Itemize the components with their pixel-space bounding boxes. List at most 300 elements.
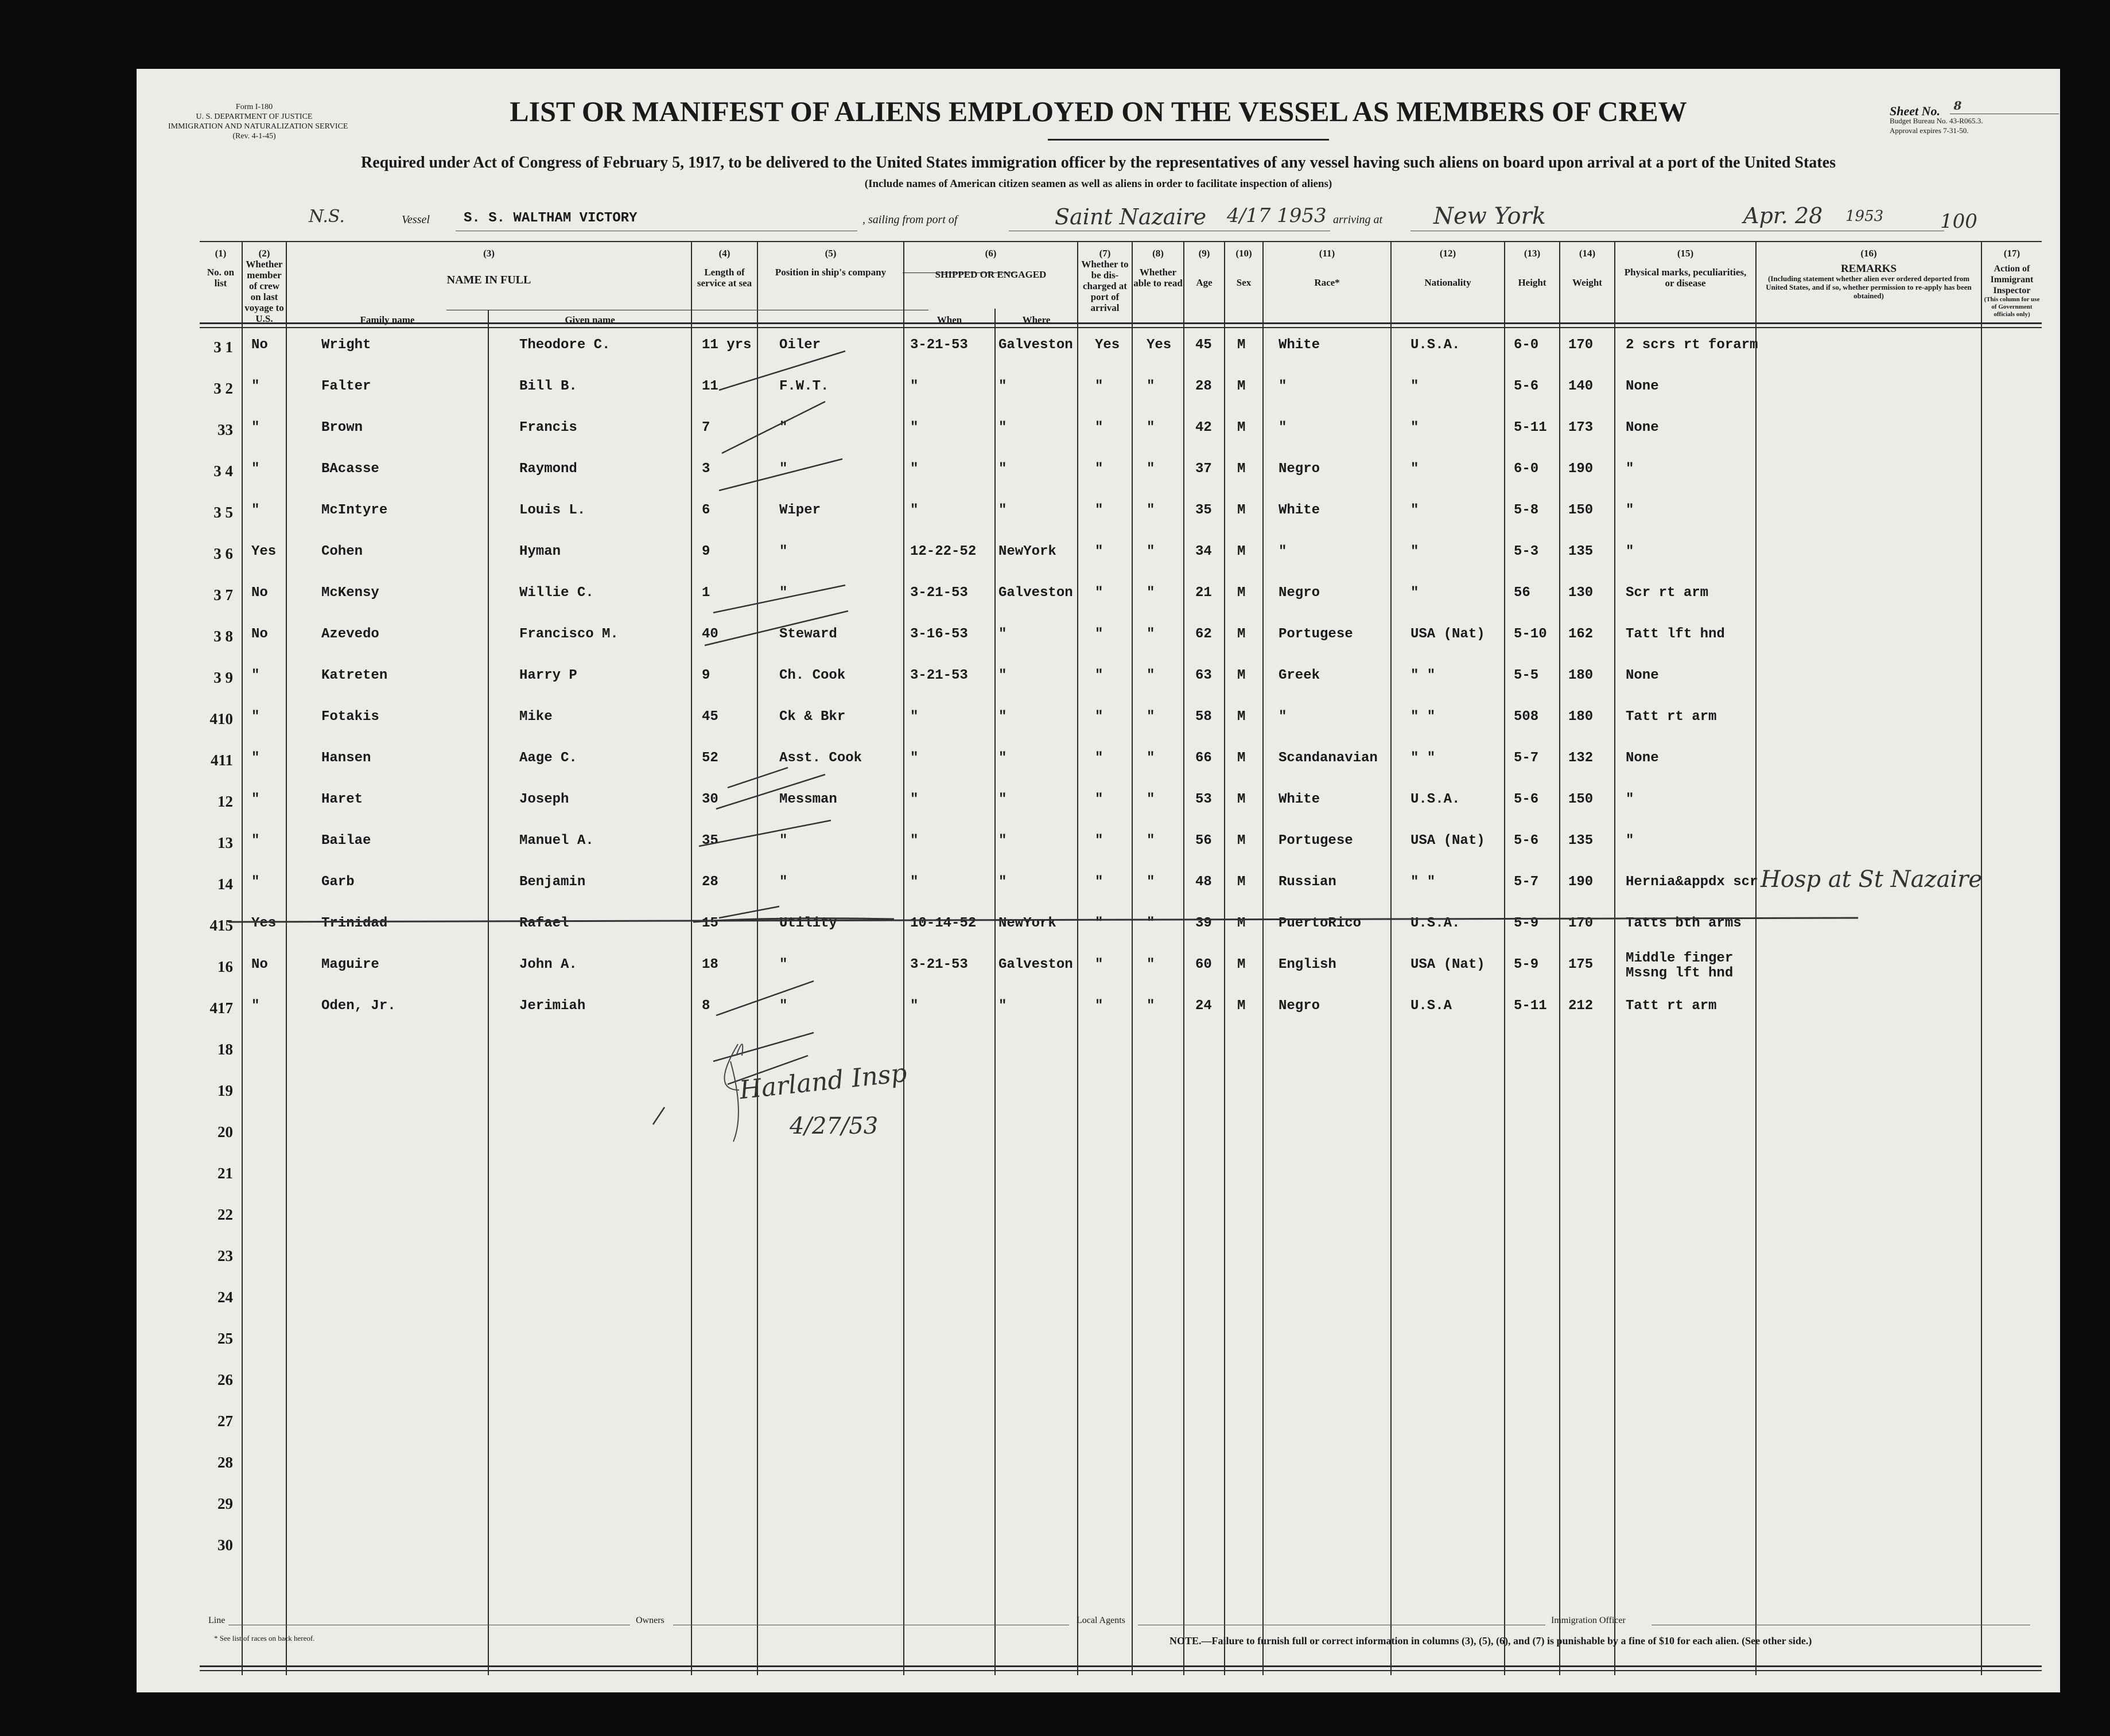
position: ": [779, 998, 788, 1014]
position: ": [779, 833, 788, 848]
family-name: Trinidad: [321, 916, 388, 931]
physical-marks: Middle finger Mssng lft hnd: [1626, 951, 1734, 981]
row-number: 14: [217, 875, 233, 893]
position: Ch. Cook: [779, 668, 846, 683]
race: Greek: [1279, 668, 1320, 683]
position: Wiper: [779, 503, 821, 518]
weight: 135: [1568, 833, 1594, 848]
height: 5-5: [1514, 668, 1539, 683]
family-name: McKensy: [321, 585, 379, 601]
race: ": [1279, 709, 1287, 725]
col15-header: (15) Physical marks, peculiarities, or disease: [1624, 248, 1747, 289]
age: 45: [1195, 337, 1212, 353]
physical-marks: Tatt rt arm: [1626, 998, 1717, 1014]
member-last-voyage: No: [251, 585, 268, 601]
race: Negro: [1279, 461, 1320, 477]
position: ": [779, 585, 788, 601]
height: 5-11: [1514, 998, 1547, 1014]
race: PuertoRico: [1279, 916, 1362, 931]
length-of-service: 30: [702, 792, 718, 807]
arrival-year: 1953: [1845, 208, 1884, 225]
physical-marks: Tatt rt arm: [1626, 709, 1717, 725]
given-name: John A.: [519, 957, 577, 972]
able-to-read: ": [1147, 750, 1155, 766]
family-name: Brown: [321, 420, 363, 435]
given-name: Francis: [519, 420, 577, 435]
form-subtitle: Required under Act of Congress of February 5, 1917, to be delivered to the United States immigration officer by the representatives of any vessel having such aliens on board upon arrival at a port of the United States: [361, 154, 1836, 172]
shipped-where: ": [998, 998, 1007, 1014]
footer-owners-label: Owners: [636, 1616, 665, 1625]
row-number: 3 9: [213, 669, 233, 686]
position: Utility: [779, 916, 837, 931]
shipped-where: ": [998, 461, 1007, 477]
member-last-voyage: ": [251, 379, 260, 394]
physical-marks: None: [1626, 420, 1659, 435]
row-number: 26: [217, 1371, 233, 1388]
height: 5-10: [1514, 626, 1547, 642]
discharged: ": [1095, 585, 1103, 601]
physical-marks: None: [1626, 750, 1659, 766]
row-number: 19: [217, 1082, 233, 1099]
col8-header: (8) Whether able to read: [1133, 248, 1183, 289]
race: Negro: [1279, 998, 1320, 1014]
nationality: ": [1410, 544, 1419, 559]
col14-header: (14) Weight: [1572, 248, 1602, 288]
member-last-voyage: ": [251, 709, 260, 725]
length-of-service: 9: [702, 544, 710, 559]
able-to-read: ": [1147, 461, 1155, 477]
family-name: Katreten: [321, 668, 388, 683]
able-to-read: ": [1147, 420, 1155, 435]
family-name: Hansen: [321, 750, 371, 766]
footer-line-label: Line: [208, 1616, 226, 1625]
sex: M: [1237, 874, 1246, 890]
family-name: Cohen: [321, 544, 363, 559]
shipped-when: ": [910, 792, 919, 807]
sex: M: [1237, 750, 1246, 766]
member-last-voyage: ": [251, 461, 260, 477]
member-last-voyage: ": [251, 750, 260, 766]
row-number: 18: [217, 1041, 233, 1058]
row-number: 29: [217, 1495, 233, 1512]
shipped-where: ": [998, 503, 1007, 518]
col13-header: (13) Height: [1518, 248, 1546, 288]
position: ": [779, 544, 788, 559]
member-last-voyage: ": [251, 833, 260, 848]
weight: 130: [1568, 585, 1594, 601]
height: 5-6: [1514, 833, 1539, 848]
given-name: Theodore C.: [519, 337, 611, 353]
position: Asst. Cook: [779, 750, 862, 766]
row-number: 3 5: [213, 504, 233, 521]
shipped-when: ": [910, 420, 919, 435]
col2-header: (2) Whether member of crew on last voyage to U.S.: [244, 248, 284, 324]
shipped-when: ": [910, 750, 919, 766]
family-name: Wright: [321, 337, 371, 353]
position: Oiler: [779, 337, 821, 353]
length-of-service: 28: [702, 874, 718, 890]
age: 62: [1195, 626, 1212, 642]
length-of-service: 7: [702, 420, 710, 435]
shipped-when: ": [910, 503, 919, 518]
sheet-number: 8: [1953, 99, 1962, 112]
row-number: 27: [217, 1412, 233, 1430]
age: 34: [1195, 544, 1212, 559]
position: ": [779, 874, 788, 890]
age: 42: [1195, 420, 1212, 435]
able-to-read: ": [1147, 379, 1155, 394]
col7-header: (7) Whether to be dis-charged at port of arrival: [1081, 248, 1129, 313]
sex: M: [1237, 379, 1246, 394]
nationality: USA (Nat): [1410, 626, 1485, 642]
member-last-voyage: No: [251, 626, 268, 642]
race: White: [1279, 337, 1320, 353]
discharged: ": [1095, 461, 1103, 477]
nationality: ": [1410, 461, 1419, 477]
weight: 162: [1568, 626, 1594, 642]
height: 6-0: [1514, 461, 1539, 477]
length-of-service: 11: [702, 379, 718, 394]
discharged: Yes: [1095, 337, 1120, 353]
race: White: [1279, 503, 1320, 518]
race: Russian: [1279, 874, 1336, 890]
row-number: 33: [217, 421, 233, 438]
given-name-header: Given name: [565, 314, 615, 325]
age: 21: [1195, 585, 1212, 601]
inspector-signature: Harland Insp: [738, 1058, 908, 1106]
shipped-where: Galveston: [998, 957, 1073, 972]
row-number: 3 6: [213, 545, 233, 562]
race: English: [1279, 957, 1336, 972]
position: ": [779, 420, 788, 435]
length-of-service: 3: [702, 461, 710, 477]
sex: M: [1237, 957, 1246, 972]
shipped-where: Galveston: [998, 585, 1073, 601]
row-number: 3 1: [213, 338, 233, 356]
col17-header: (17) Action of Immigrant Inspector (This column for use of Government officials only): [1984, 248, 2040, 318]
remarks: Hosp at St Nazaire: [1761, 866, 1982, 893]
able-to-read: ": [1147, 668, 1155, 683]
family-name: BAcasse: [321, 461, 379, 477]
service-name: IMMIGRATION AND NATURALIZATION SERVICE: [168, 122, 348, 131]
able-to-read: ": [1147, 626, 1155, 642]
shipped-when: ": [910, 998, 919, 1014]
family-name-header: Family name: [360, 314, 415, 325]
position: ": [779, 461, 788, 477]
row-number: 25: [217, 1330, 233, 1347]
manifest-sheet: [137, 69, 2060, 1692]
member-last-voyage: ": [251, 998, 260, 1014]
arriving-port: New York: [1433, 203, 1546, 229]
length-of-service: 8: [702, 998, 710, 1014]
given-name: Francisco M.: [519, 626, 619, 642]
weight: 173: [1568, 420, 1594, 435]
given-name: Manuel A.: [519, 833, 594, 848]
row-number: 411: [210, 752, 233, 769]
able-to-read: Yes: [1147, 337, 1172, 353]
col4-header: (4) Length of service at sea: [697, 248, 752, 289]
crew-count: 100: [1940, 210, 1977, 233]
able-to-read: ": [1147, 503, 1155, 518]
col6-header: (6) SHIPPED OR ENGAGED: [935, 248, 1047, 280]
weight: 180: [1568, 709, 1594, 725]
nationality: U.S.A: [1410, 998, 1452, 1014]
signature-date: 4/27/53: [790, 1113, 879, 1139]
length-of-service: 35: [702, 833, 718, 848]
family-name: Bailae: [321, 833, 371, 848]
member-last-voyage: Yes: [251, 916, 277, 931]
position: ": [779, 957, 788, 972]
row-number: 20: [217, 1123, 233, 1141]
discharged: ": [1095, 916, 1103, 931]
physical-marks: ": [1626, 792, 1634, 807]
nationality: " ": [1410, 750, 1436, 766]
race: Scandanavian: [1279, 750, 1378, 766]
sex: M: [1237, 709, 1246, 725]
row-number: 16: [217, 958, 233, 975]
weight: 190: [1568, 874, 1594, 890]
height: 5-11: [1514, 420, 1547, 435]
weight: 170: [1568, 337, 1594, 353]
row-number: 12: [217, 793, 233, 810]
member-last-voyage: No: [251, 957, 268, 972]
given-name: Bill B.: [519, 379, 577, 394]
shipped-when: 3-21-53: [910, 585, 968, 601]
row-number: 21: [217, 1165, 233, 1182]
sailing-port: Saint Nazaire: [1055, 204, 1207, 229]
arriving-label: arriving at: [1333, 213, 1383, 226]
family-name: Oden, Jr.: [321, 998, 396, 1014]
weight: 140: [1568, 379, 1594, 394]
member-last-voyage: ": [251, 792, 260, 807]
race: Portugese: [1279, 833, 1353, 848]
physical-marks: None: [1626, 668, 1659, 683]
height: 5-6: [1514, 792, 1539, 807]
nationality: U.S.A.: [1410, 916, 1460, 931]
length-of-service: 52: [702, 750, 718, 766]
sex: M: [1237, 916, 1246, 931]
given-name: Hyman: [519, 544, 561, 559]
nationality: " ": [1410, 709, 1436, 725]
position: Steward: [779, 626, 837, 642]
sex: M: [1237, 792, 1246, 807]
shipped-when: 3-21-53: [910, 668, 968, 683]
length-of-service: 6: [702, 503, 710, 518]
sex: M: [1237, 503, 1246, 518]
sex: M: [1237, 544, 1246, 559]
race: Portugese: [1279, 626, 1353, 642]
sex: M: [1237, 668, 1246, 683]
strike-through-line: [228, 918, 1858, 922]
shipped-when: ": [910, 874, 919, 890]
sheet-label: Sheet No.: [1890, 104, 1940, 118]
penalty-note: NOTE.—Failure to furnish full or correct information in columns (3), (5), (6), and (7) is punishable by a fine of $10 for each alien. (See other side.): [1169, 1635, 1812, 1647]
sex: M: [1237, 626, 1246, 642]
shipped-where: ": [998, 379, 1007, 394]
discharged: ": [1095, 833, 1103, 848]
physical-marks: 2 scrs rt forarm: [1626, 337, 1758, 353]
sex: M: [1237, 420, 1246, 435]
given-name: Aage C.: [519, 750, 577, 766]
height: 6-0: [1514, 337, 1539, 353]
sailing-label: , sailing from port of: [862, 213, 958, 226]
discharged: ": [1095, 420, 1103, 435]
shipped-when: ": [910, 833, 919, 848]
handwritten-marks: [137, 69, 2060, 1692]
vessel-name: S. S. WALTHAM VICTORY: [464, 211, 638, 226]
physical-marks: ": [1626, 833, 1634, 848]
given-name: Jerimiah: [519, 998, 586, 1014]
able-to-read: ": [1147, 585, 1155, 601]
where-header: Where: [1022, 314, 1051, 325]
height: 5-6: [1514, 379, 1539, 394]
able-to-read: ": [1147, 544, 1155, 559]
shipped-when: 10-14-52: [910, 916, 977, 931]
row-number: 24: [217, 1289, 233, 1306]
given-name: Willie C.: [519, 585, 594, 601]
age: 37: [1195, 461, 1212, 477]
physical-marks: ": [1626, 503, 1634, 518]
discharged: ": [1095, 668, 1103, 683]
discharged: ": [1095, 998, 1103, 1014]
race: ": [1279, 379, 1287, 394]
age: 56: [1195, 833, 1212, 848]
shipped-when: 12-22-52: [910, 544, 977, 559]
discharged: ": [1095, 503, 1103, 518]
sex: M: [1237, 461, 1246, 477]
height: 5-7: [1514, 750, 1539, 766]
race: ": [1279, 544, 1287, 559]
age: 24: [1195, 998, 1212, 1014]
able-to-read: ": [1147, 916, 1155, 931]
age: 58: [1195, 709, 1212, 725]
row-number: 22: [217, 1206, 233, 1223]
sex: M: [1237, 833, 1246, 848]
length-of-service: 45: [702, 709, 718, 725]
given-name: Louis L.: [519, 503, 586, 518]
height: 5-7: [1514, 874, 1539, 890]
race: White: [1279, 792, 1320, 807]
department-name: U. S. DEPARTMENT OF JUSTICE: [196, 112, 313, 121]
physical-marks: Hernia&appdx scr: [1626, 874, 1758, 890]
shipped-where: ": [998, 833, 1007, 848]
given-name: Benjamin: [519, 874, 586, 890]
family-name: Maguire: [321, 957, 379, 972]
able-to-read: ": [1147, 833, 1155, 848]
height: 5-9: [1514, 957, 1539, 972]
physical-marks: Tatt lft hnd: [1626, 626, 1725, 642]
row-number: 23: [217, 1247, 233, 1264]
given-name: Raymond: [519, 461, 577, 477]
length-of-service: 15: [702, 916, 718, 931]
shipped-where: Galveston: [998, 337, 1073, 353]
member-last-voyage: ": [251, 668, 260, 683]
family-name: Garb: [321, 874, 355, 890]
vessel-label: Vessel: [402, 213, 430, 226]
row-number: 3 2: [213, 380, 233, 397]
col9-header: (9) Age: [1196, 248, 1213, 288]
row-number: 13: [217, 834, 233, 851]
shipped-where: ": [998, 792, 1007, 807]
able-to-read: ": [1147, 792, 1155, 807]
form-subnote: (Include names of American citizen seamen as well as aliens in order to facilitate inspection of aliens): [864, 178, 1332, 190]
sailing-date: 4/17 1953: [1227, 204, 1327, 227]
given-name: Rafael: [519, 916, 569, 931]
arrival-date: Apr. 28: [1743, 203, 1823, 228]
race: Negro: [1279, 585, 1320, 601]
physical-marks: ": [1626, 461, 1634, 477]
height: 508: [1514, 709, 1539, 725]
budget-number: Budget Bureau No. 43-R065.3.: [1890, 116, 1983, 125]
shipped-where: NewYork: [998, 916, 1056, 931]
row-number: 30: [217, 1536, 233, 1554]
age: 39: [1195, 916, 1212, 931]
row-number: 417: [209, 999, 233, 1017]
age: 48: [1195, 874, 1212, 890]
length-of-service: 1: [702, 585, 710, 601]
col3-header: (3) NAME IN FULL: [446, 248, 531, 286]
able-to-read: ": [1147, 957, 1155, 972]
nationality: USA (Nat): [1410, 833, 1485, 848]
col11-header: (11) Race*: [1314, 248, 1340, 288]
length-of-service: 9: [702, 668, 710, 683]
physical-marks: Tatts bth arms: [1626, 916, 1742, 931]
length-of-service: 11 yrs: [702, 337, 752, 353]
age: 28: [1195, 379, 1212, 394]
col10-header: (10) Sex: [1235, 248, 1252, 288]
age: 66: [1195, 750, 1212, 766]
row-number: 410: [209, 710, 233, 727]
member-last-voyage: ": [251, 420, 260, 435]
nationality: ": [1410, 503, 1419, 518]
family-name: Falter: [321, 379, 371, 394]
shipped-where: ": [998, 709, 1007, 725]
form-number: Form I-180: [235, 103, 273, 111]
row-number: 3 8: [213, 628, 233, 645]
row-number: 28: [217, 1454, 233, 1471]
form-title: LIST OR MANIFEST OF ALIENS EMPLOYED ON THE VESSEL AS MEMBERS OF CREW: [510, 95, 1687, 127]
nationality: U.S.A.: [1410, 337, 1460, 353]
sex: M: [1237, 998, 1246, 1014]
shipped-where: ": [998, 626, 1007, 642]
shipped-when: ": [910, 379, 919, 394]
nationality: U.S.A.: [1410, 792, 1460, 807]
shipped-where: ": [998, 668, 1007, 683]
nationality: " ": [1410, 874, 1436, 890]
weight: 175: [1568, 957, 1594, 972]
family-name: Haret: [321, 792, 363, 807]
discharged: ": [1095, 544, 1103, 559]
col1-header: (1) No. on list: [207, 248, 235, 289]
race-footnote: * See list of races on back hereof.: [214, 1634, 315, 1642]
col12-header: (12) Nationality: [1424, 248, 1471, 288]
discharged: ": [1095, 750, 1103, 766]
height: 5-9: [1514, 916, 1539, 931]
row-number: 415: [209, 917, 233, 934]
footer-agents-label: Local Agents: [1077, 1616, 1125, 1625]
when-header: When: [937, 314, 962, 325]
shipped-when: ": [910, 461, 919, 477]
shipped-where: NewYork: [998, 544, 1056, 559]
weight: 190: [1568, 461, 1594, 477]
physical-marks: ": [1626, 544, 1634, 559]
nationality: ": [1410, 585, 1419, 601]
nationality: ": [1410, 379, 1419, 394]
row-number: 3 7: [213, 586, 233, 604]
given-name: Harry P: [519, 668, 577, 683]
col5-header: (5) Position in ship's company: [775, 248, 887, 278]
given-name: Joseph: [519, 792, 569, 807]
